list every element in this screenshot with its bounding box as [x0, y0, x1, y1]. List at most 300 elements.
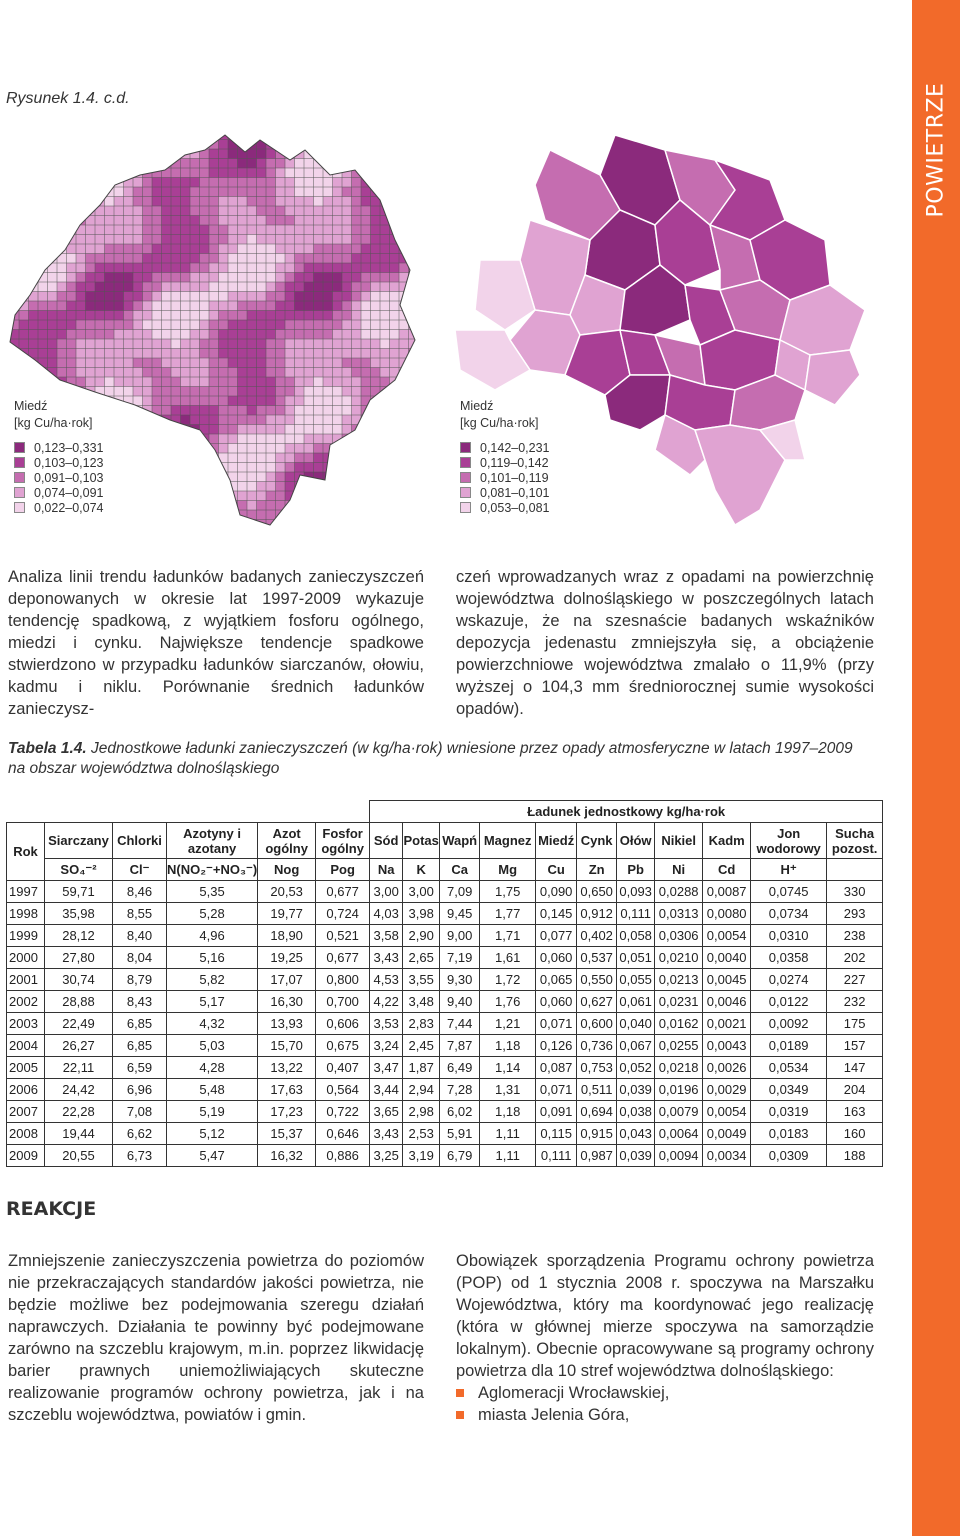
table-cell: 0,040: [617, 1013, 655, 1035]
table-cell: 15,37: [258, 1123, 316, 1145]
table-cell: 0,0288: [655, 881, 703, 903]
table-cell: 3,00: [403, 881, 440, 903]
table-cell: 6,85: [113, 1035, 167, 1057]
table-cell: 3,44: [370, 1079, 403, 1101]
table-cell: 16,30: [258, 991, 316, 1013]
table-cell: 9,40: [440, 991, 480, 1013]
column-header: Sucha pozost.: [827, 823, 883, 859]
table-cell: 0,038: [617, 1101, 655, 1123]
table-cell: 0,0094: [655, 1145, 703, 1167]
table-cell: 0,650: [577, 881, 617, 903]
zone-list: [456, 1382, 874, 1426]
table-cell: 0,915: [577, 1123, 617, 1145]
table-cell: 3,65: [370, 1101, 403, 1123]
table-cell: 0,0231: [655, 991, 703, 1013]
table-cell: 0,402: [577, 925, 617, 947]
table-cell: 0,058: [617, 925, 655, 947]
table-cell: 9,00: [440, 925, 480, 947]
table-cell: 6,59: [113, 1057, 167, 1079]
legend-item: 0,081–0,101: [480, 485, 550, 500]
table-cell: 6,02: [440, 1101, 480, 1123]
table-cell: 0,0734: [751, 903, 827, 925]
column-header: Potas: [403, 823, 440, 859]
table-row: [7, 947, 883, 969]
paragraph-trend-analysis: Analiza linii trendu ładunków badanych zanieczyszczeń deponowanych w okresie lat 1997-2009 wykazuje tendencję spadkową, z wyjątkiem fosforu ogólnego, miedzi i cynku. Największe tendencje spadkowe stwierdzono w przypadku ładunków siarczanów, ołowiu, kadmu i niklu. Porównanie średnich ładunków zanieczysz-: [8, 568, 424, 718]
legend-swatch: [460, 487, 471, 498]
table-cell: 15,70: [258, 1035, 316, 1057]
table-cell: 27,80: [45, 947, 113, 969]
column-symbol: Pb: [617, 859, 655, 881]
table-cell: 0,912: [577, 903, 617, 925]
table-cell: 0,145: [536, 903, 577, 925]
row-year: 2002: [7, 991, 45, 1013]
legend-item: 0,103–0,123: [34, 455, 104, 470]
table-cell: 13,22: [258, 1057, 316, 1079]
table-cell: 7,87: [440, 1035, 480, 1057]
table-cell: 0,115: [536, 1123, 577, 1145]
table-cell: 0,724: [316, 903, 370, 925]
table-row: [7, 991, 883, 1013]
table-cell: 26,27: [45, 1035, 113, 1057]
table-row: [7, 969, 883, 991]
legend-unit: [kg Cu/ha·rok]: [460, 416, 539, 430]
table-cell: 0,0255: [655, 1035, 703, 1057]
table-cell: 0,0054: [703, 925, 751, 947]
table-cell: 3,00: [370, 881, 403, 903]
table-cell: 0,0319: [751, 1101, 827, 1123]
column-header: Wapń: [440, 823, 480, 859]
table-cell: 28,12: [45, 925, 113, 947]
table-cell: 0,0183: [751, 1123, 827, 1145]
row-year: 2009: [7, 1145, 45, 1167]
table-cell: 18,90: [258, 925, 316, 947]
table-cell: 0,0043: [703, 1035, 751, 1057]
legend-item: 0,101–0,119: [480, 470, 549, 485]
table-cell: 4,53: [370, 969, 403, 991]
table-cell: 0,675: [316, 1035, 370, 1057]
table-cell: 0,052: [617, 1057, 655, 1079]
table-cell: 2,53: [403, 1123, 440, 1145]
table-cell: 0,753: [577, 1057, 617, 1079]
table-cell: 13,93: [258, 1013, 316, 1035]
table-cell: 9,30: [440, 969, 480, 991]
table-cell: 6,49: [440, 1057, 480, 1079]
table-cell: 0,511: [577, 1079, 617, 1101]
table-cell: 5,82: [167, 969, 258, 991]
legend-item: 0,142–0,231: [480, 440, 550, 455]
table-cell: 0,0274: [751, 969, 827, 991]
column-header: Magnez: [480, 823, 536, 859]
column-header: Cynk: [577, 823, 617, 859]
table-title: Jednostkowe ładunki zanieczyszczeń (w kg/ha·rok) wniesione przez opady atmosferyczne w latach 1997–2009 na obszar województwa dolnośląskiego: [8, 740, 853, 777]
column-header: Siarczany: [45, 823, 113, 859]
column-symbol: Pog: [316, 859, 370, 881]
section-label-wrap: [912, 0, 960, 240]
legend-swatch: [14, 457, 25, 468]
table-cell: 0,0034: [703, 1145, 751, 1167]
column-symbol: N(NO₂⁻+NO₃⁻): [167, 859, 258, 881]
table-cell: 0,0040: [703, 947, 751, 969]
row-year: 1998: [7, 903, 45, 925]
table-cell: 1,76: [480, 991, 536, 1013]
table-cell: 0,537: [577, 947, 617, 969]
row-year: 2005: [7, 1057, 45, 1079]
table-cell: 0,0309: [751, 1145, 827, 1167]
table-cell: 1,72: [480, 969, 536, 991]
column-symbol: Nog: [258, 859, 316, 881]
table-cell: 5,48: [167, 1079, 258, 1101]
table-cell: 0,606: [316, 1013, 370, 1035]
table-cell: 5,28: [167, 903, 258, 925]
table-cell: 1,31: [480, 1079, 536, 1101]
table-cell: 2,90: [403, 925, 440, 947]
column-symbol: K: [403, 859, 440, 881]
table-cell: 7,44: [440, 1013, 480, 1035]
table-cell: 8,79: [113, 969, 167, 991]
table-cell: 5,47: [167, 1145, 258, 1167]
table-cell: 0,0306: [655, 925, 703, 947]
figure-caption: Rysunek 1.4. c.d.: [6, 90, 130, 107]
table-cell: 2,83: [403, 1013, 440, 1035]
table-cell: 0,736: [577, 1035, 617, 1057]
table-cell: 0,0210: [655, 947, 703, 969]
table-cell: 0,0358: [751, 947, 827, 969]
section-heading-reakcje: REAKCJE: [6, 1198, 97, 1220]
row-year: 2000: [7, 947, 45, 969]
table-cell: 0,061: [617, 991, 655, 1013]
row-year: 1997: [7, 881, 45, 903]
table-cell: 19,44: [45, 1123, 113, 1145]
table-row: [7, 925, 883, 947]
table-cell: 3,47: [370, 1057, 403, 1079]
table-cell: 0,0534: [751, 1057, 827, 1079]
legend-title: Miedź: [14, 399, 48, 413]
paragraph-reduction: Zmniejszenie zanieczyszczenia powietrza do poziomów nie przekraczających standardów jakości powietrza, nie będzie możliwe bez podejmowania szeregu działań naprawczych. Działania te powinny być podejmowane zarówno na szczeblu krajowym, m.in. poprzez likwidację barier prawnych uniemożliwiających skuteczne realizowanie programów ochrony powietrza, jak i na szczeblu województwa, powiatów i gmin.: [8, 1252, 424, 1424]
table-cell: 3,25: [370, 1145, 403, 1167]
table-cell: 8,04: [113, 947, 167, 969]
table-cell: 5,12: [167, 1123, 258, 1145]
table-cell: 0,071: [536, 1079, 577, 1101]
table-cell: 4,32: [167, 1013, 258, 1035]
table-cell: 4,96: [167, 925, 258, 947]
table-cell: 157: [827, 1035, 883, 1057]
legend-item: 0,074–0,091: [34, 485, 104, 500]
table-cell: 17,63: [258, 1079, 316, 1101]
table-cell: 22,11: [45, 1057, 113, 1079]
table-cell: 0,060: [536, 947, 577, 969]
table-cell: 7,09: [440, 881, 480, 903]
column-header: Rok: [7, 823, 45, 881]
column-header: Sód: [370, 823, 403, 859]
table-cell: 3,43: [370, 1123, 403, 1145]
table-cell: 4,03: [370, 903, 403, 925]
table-cell: 0,090: [536, 881, 577, 903]
table-cell: 204: [827, 1079, 883, 1101]
table-row: [7, 1123, 883, 1145]
table-cell: 17,23: [258, 1101, 316, 1123]
table-cell: 2,94: [403, 1079, 440, 1101]
column-header: Azot ogólny: [258, 823, 316, 859]
table-cell: 0,043: [617, 1123, 655, 1145]
legend-swatch: [460, 457, 471, 468]
table-cell: 0,111: [536, 1145, 577, 1167]
table-cell: 0,087: [536, 1057, 577, 1079]
table-cell: 1,21: [480, 1013, 536, 1035]
table-cell: 30,74: [45, 969, 113, 991]
table-cell: 8,55: [113, 903, 167, 925]
table-cell: 147: [827, 1057, 883, 1079]
table-cell: 2,65: [403, 947, 440, 969]
row-year: 2008: [7, 1123, 45, 1145]
table-cell: 0,055: [617, 969, 655, 991]
table-cell: 0,0122: [751, 991, 827, 1013]
legend-swatch: [14, 442, 25, 453]
district: [805, 350, 860, 405]
table-cell: 0,091: [536, 1101, 577, 1123]
table-cell: 20,55: [45, 1145, 113, 1167]
table-cell: 9,45: [440, 903, 480, 925]
table-cell: 0,077: [536, 925, 577, 947]
table-cell: 0,0189: [751, 1035, 827, 1057]
table-cell: 1,87: [403, 1057, 440, 1079]
table-cell: 0,677: [316, 881, 370, 903]
table-cell: 0,067: [617, 1035, 655, 1057]
table-cell: 0,0029: [703, 1079, 751, 1101]
legend-unit: [kg Cu/ha·rok]: [14, 416, 93, 430]
column-symbol: H⁺: [751, 859, 827, 881]
table-cell: 3,24: [370, 1035, 403, 1057]
column-header: Azotyny i azotany: [167, 823, 258, 859]
table-cell: 0,0196: [655, 1079, 703, 1101]
table-cell: 1,11: [480, 1145, 536, 1167]
table-cell: 0,0162: [655, 1013, 703, 1035]
table-cell: 7,19: [440, 947, 480, 969]
table-cell: 0,0079: [655, 1101, 703, 1123]
table-cell: 16,32: [258, 1145, 316, 1167]
legend-item: 0,091–0,103: [34, 470, 104, 485]
table-cell: 4,22: [370, 991, 403, 1013]
table-cell: 0,060: [536, 991, 577, 1013]
legend-swatch: [14, 472, 25, 483]
column-symbol: Ni: [655, 859, 703, 881]
table-row: [7, 1145, 883, 1167]
table-cell: 1,14: [480, 1057, 536, 1079]
row-year: 2007: [7, 1101, 45, 1123]
table-cell: 8,46: [113, 881, 167, 903]
table-cell: 5,16: [167, 947, 258, 969]
table-cell: 0,800: [316, 969, 370, 991]
row-year: 2006: [7, 1079, 45, 1101]
table-cell: 35,98: [45, 903, 113, 925]
map-legend-left: [14, 398, 104, 515]
table-cell: 59,71: [45, 881, 113, 903]
table-cell: 7,28: [440, 1079, 480, 1101]
table-cell: 5,03: [167, 1035, 258, 1057]
table-cell: 293: [827, 903, 883, 925]
row-year: 2003: [7, 1013, 45, 1035]
legend-swatch: [14, 502, 25, 513]
table-cell: 3,19: [403, 1145, 440, 1167]
table-cell: 3,43: [370, 947, 403, 969]
table-cell: 0,700: [316, 991, 370, 1013]
section-sidebar: [912, 0, 960, 1536]
table-cell: 19,25: [258, 947, 316, 969]
table-cell: 0,407: [316, 1057, 370, 1079]
table-cell: 6,96: [113, 1079, 167, 1101]
table-cell: 0,0054: [703, 1101, 751, 1123]
table-cell: 0,093: [617, 881, 655, 903]
table-cell: 17,07: [258, 969, 316, 991]
table-cell: 0,987: [577, 1145, 617, 1167]
table-cell: 0,564: [316, 1079, 370, 1101]
table-cell: 19,77: [258, 903, 316, 925]
data-table: [6, 800, 883, 1167]
table-cell: 1,18: [480, 1101, 536, 1123]
table-cell: 3,58: [370, 925, 403, 947]
legend-swatch: [460, 442, 471, 453]
map-legend-right: [460, 398, 550, 515]
row-year: 2004: [7, 1035, 45, 1057]
table-cell: 330: [827, 881, 883, 903]
table-cell: 0,051: [617, 947, 655, 969]
table-row: [7, 903, 883, 925]
table-cell: 232: [827, 991, 883, 1013]
table-cell: 22,28: [45, 1101, 113, 1123]
table-cell: 0,0745: [751, 881, 827, 903]
table-cell: 238: [827, 925, 883, 947]
table-cell: 2,45: [403, 1035, 440, 1057]
column-header: Nikiel: [655, 823, 703, 859]
legend-item: 0,053–0,081: [480, 500, 550, 515]
column-symbol: Mg: [480, 859, 536, 881]
table-cell: 0,600: [577, 1013, 617, 1035]
table-cell: 0,627: [577, 991, 617, 1013]
table-cell: 1,77: [480, 903, 536, 925]
table-cell: 160: [827, 1123, 883, 1145]
table-cell: 202: [827, 947, 883, 969]
table-row: [7, 1035, 883, 1057]
column-symbol: Zn: [577, 859, 617, 881]
table-cell: 0,111: [617, 903, 655, 925]
table-cell: 0,550: [577, 969, 617, 991]
table-body: [7, 881, 883, 1167]
table-cell: 3,48: [403, 991, 440, 1013]
legend-swatch: [14, 487, 25, 498]
table-cell: 6,85: [113, 1013, 167, 1035]
table-cell: 0,521: [316, 925, 370, 947]
table-cell: 5,17: [167, 991, 258, 1013]
table-cell: 0,0218: [655, 1057, 703, 1079]
table-group-header: Ładunek jednostkowy kg/ha·rok: [370, 801, 883, 823]
legend-swatch: [460, 472, 471, 483]
column-symbol: [827, 859, 883, 881]
table-cell: 24,42: [45, 1079, 113, 1101]
table-cell: 0,039: [617, 1145, 655, 1167]
table-cell: 0,065: [536, 969, 577, 991]
paragraph-pop: [456, 1250, 874, 1426]
table-cell: 0,0026: [703, 1057, 751, 1079]
paragraph-load-comparison: czeń wprowadzanych wraz z opadami na powierzchnię województwa dolnośląskiego w poszczególnych latach wskazuje, że na szesnaście badanych wskaźników depozycja jedenastu zmniejszyła się, a obciążenie powierzchniowe województwa zmalało o 11,9% (przy wyższej o 104,3 mm średniorocznej sumie wysokości opadów).: [456, 568, 874, 718]
table-cell: 0,0021: [703, 1013, 751, 1035]
paragraph-pop-text: Obowiązek sporządzenia Programu ochrony powietrza (POP) od 1 stycznia 2008 r. spoczywa na Marszałku Województwa, który ma koordynować jego realizację (która w głównej mierze spoczywa na samorządzie lokalnym). Obecnie opracowywane są programy ochrony powietrza dla 10 stref województwa dolnośląskiego:: [456, 1252, 874, 1380]
table-cell: 4,28: [167, 1057, 258, 1079]
legend-title: Miedź: [460, 399, 494, 413]
table-cell: 6,62: [113, 1123, 167, 1145]
table-cell: 175: [827, 1013, 883, 1035]
column-header: Fosfor ogólny: [316, 823, 370, 859]
table-cell: 20,53: [258, 881, 316, 903]
table-cell: 22,49: [45, 1013, 113, 1035]
column-header: Chlorki: [113, 823, 167, 859]
table-cell: 1,75: [480, 881, 536, 903]
column-symbol: Cl⁻: [113, 859, 167, 881]
column-header: Ołów: [617, 823, 655, 859]
table-cell: 28,88: [45, 991, 113, 1013]
list-item: Aglomeracji Wrocławskiej,: [456, 1382, 874, 1404]
table-cell: 6,79: [440, 1145, 480, 1167]
table-cell: 0,0080: [703, 903, 751, 925]
column-symbol: Na: [370, 859, 403, 881]
table-row: [7, 1101, 883, 1123]
table-row: [7, 1079, 883, 1101]
table-cell: 0,646: [316, 1123, 370, 1145]
column-symbol: Cd: [703, 859, 751, 881]
column-header: Kadm: [703, 823, 751, 859]
table-cell: 5,91: [440, 1123, 480, 1145]
table-cell: 227: [827, 969, 883, 991]
table-cell: 0,677: [316, 947, 370, 969]
table-cell: 0,0310: [751, 925, 827, 947]
table-row: [7, 881, 883, 903]
table-cell: 0,0092: [751, 1013, 827, 1035]
table-cell: 163: [827, 1101, 883, 1123]
table-cell: 3,98: [403, 903, 440, 925]
list-item: miasta Jelenia Góra,: [456, 1404, 874, 1426]
legend-item: 0,119–0,142: [480, 455, 549, 470]
table-cell: 1,18: [480, 1035, 536, 1057]
row-year: 2001: [7, 969, 45, 991]
table-cell: 2,98: [403, 1101, 440, 1123]
column-symbol: Cu: [536, 859, 577, 881]
table-cell: 0,0313: [655, 903, 703, 925]
table-cell: 1,71: [480, 925, 536, 947]
table-cell: 8,40: [113, 925, 167, 947]
column-header: Jon wodorowy: [751, 823, 827, 859]
table-cell: 0,694: [577, 1101, 617, 1123]
legend-item: 0,123–0,331: [34, 440, 104, 455]
section-label: POWIETRZE: [923, 82, 949, 218]
table-cell: 0,0064: [655, 1123, 703, 1145]
table-cell: 3,55: [403, 969, 440, 991]
legend-item: 0,022–0,074: [34, 500, 104, 515]
table-cell: 0,126: [536, 1035, 577, 1057]
table-cell: 7,08: [113, 1101, 167, 1123]
table-row: [7, 1057, 883, 1079]
table-cell: 0,886: [316, 1145, 370, 1167]
column-symbol: Ca: [440, 859, 480, 881]
table-cell: 0,039: [617, 1079, 655, 1101]
table-cell: 0,0087: [703, 881, 751, 903]
table-cell: 0,0049: [703, 1123, 751, 1145]
table-cell: 0,0349: [751, 1079, 827, 1101]
table-cell: 188: [827, 1145, 883, 1167]
table-cell: 1,11: [480, 1123, 536, 1145]
column-symbol: SO₄⁻²: [45, 859, 113, 881]
table-row: [7, 1013, 883, 1035]
table-cell: 1,61: [480, 947, 536, 969]
legend-swatch: [460, 502, 471, 513]
table-cell: 0,0045: [703, 969, 751, 991]
